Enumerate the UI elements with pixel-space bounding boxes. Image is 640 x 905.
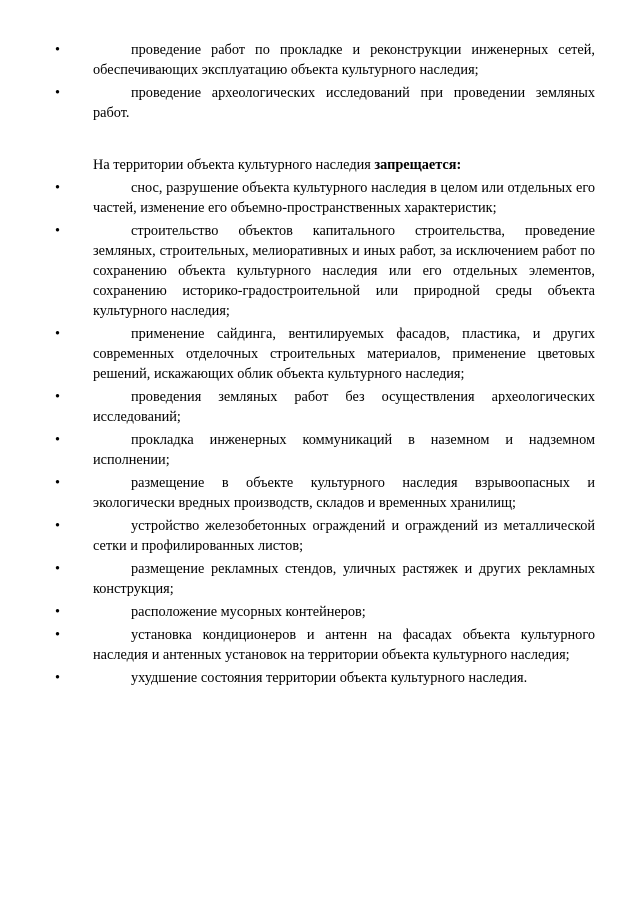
bullet: •: [55, 670, 61, 686]
list-item-text: расположение мусорных контейнеров;: [131, 604, 366, 620]
list-item-text: ухудшение состояния территории объекта культурного наследия.: [131, 670, 528, 686]
list-item: [55, 430, 595, 470]
bullet: •: [55, 604, 61, 620]
bullet: •: [55, 475, 61, 491]
document-page: [55, 40, 595, 691]
bullet: •: [55, 42, 61, 58]
bullet: •: [55, 85, 61, 101]
bullet: •: [55, 389, 61, 405]
list-item: [55, 83, 595, 123]
list-item-text: применение сайдинга, вентилируемых фасадов, пластика, и других современных отделочных строительных материалов, применение цветовых решений, искажающих облик объекта культурного наследия;: [93, 326, 595, 382]
list-item-text: размещение рекламных стендов, уличных растяжек и других рекламных конструкция;: [93, 561, 595, 597]
list-item: [55, 559, 595, 599]
list-item: [55, 516, 595, 556]
list-item-text: установка кондиционеров и антенн на фасадах объекта культурного наследия и антенных установок на территории объекта культурного наследия;: [93, 627, 595, 663]
bullet: •: [55, 561, 61, 577]
bullet: •: [55, 180, 61, 196]
list-item: [55, 178, 595, 218]
list-item: [55, 221, 595, 321]
list-item-text: проведение работ по прокладке и реконструкции инженерных сетей, обеспечивающих эксплуатацию объекта культурного наследия;: [93, 42, 595, 78]
list-item-text: проведение археологических исследований при проведении земляных работ.: [93, 85, 595, 121]
list-item-text: строительство объектов капитального строительства, проведение земляных, строительных, мелиоративных и иных работ, за исключением работ по сохранению объекта культурного наследия или его отдельных элементов, сохранению историко-градостроительной или природной среды объекта культурного наследия;: [93, 223, 595, 319]
bullet: •: [55, 518, 61, 534]
bullet: •: [55, 326, 61, 342]
list-item: [55, 387, 595, 427]
list-item: [55, 602, 595, 622]
list-item: [55, 40, 595, 80]
list-item-text: проведения земляных работ без осуществления археологических исследований;: [93, 389, 595, 425]
list-item: [55, 625, 595, 665]
list-item: [55, 668, 595, 688]
bullet: •: [55, 223, 61, 239]
prohibition-intro: [93, 155, 595, 175]
intro-text: На территории объекта культурного наследия: [93, 157, 375, 173]
list-item-text: снос, разрушение объекта культурного наследия в целом или отдельных его частей, изменение его объемно-пространственных характеристик;: [93, 180, 595, 216]
list-item-text: размещение в объекте культурного наследия взрывоопасных и экологически вредных производств, складов и временных хранилищ;: [93, 475, 595, 511]
intro-bold-text: запрещается:: [374, 157, 462, 173]
list-item: [55, 473, 595, 513]
list-item: [55, 324, 595, 384]
bullet: •: [55, 627, 61, 643]
bullet: •: [55, 432, 61, 448]
list-item-text: прокладка инженерных коммуникаций в наземном и надземном исполнении;: [93, 432, 595, 468]
list-item-text: устройство железобетонных ограждений и ограждений из металлической сетки и профилированных листов;: [93, 518, 595, 554]
